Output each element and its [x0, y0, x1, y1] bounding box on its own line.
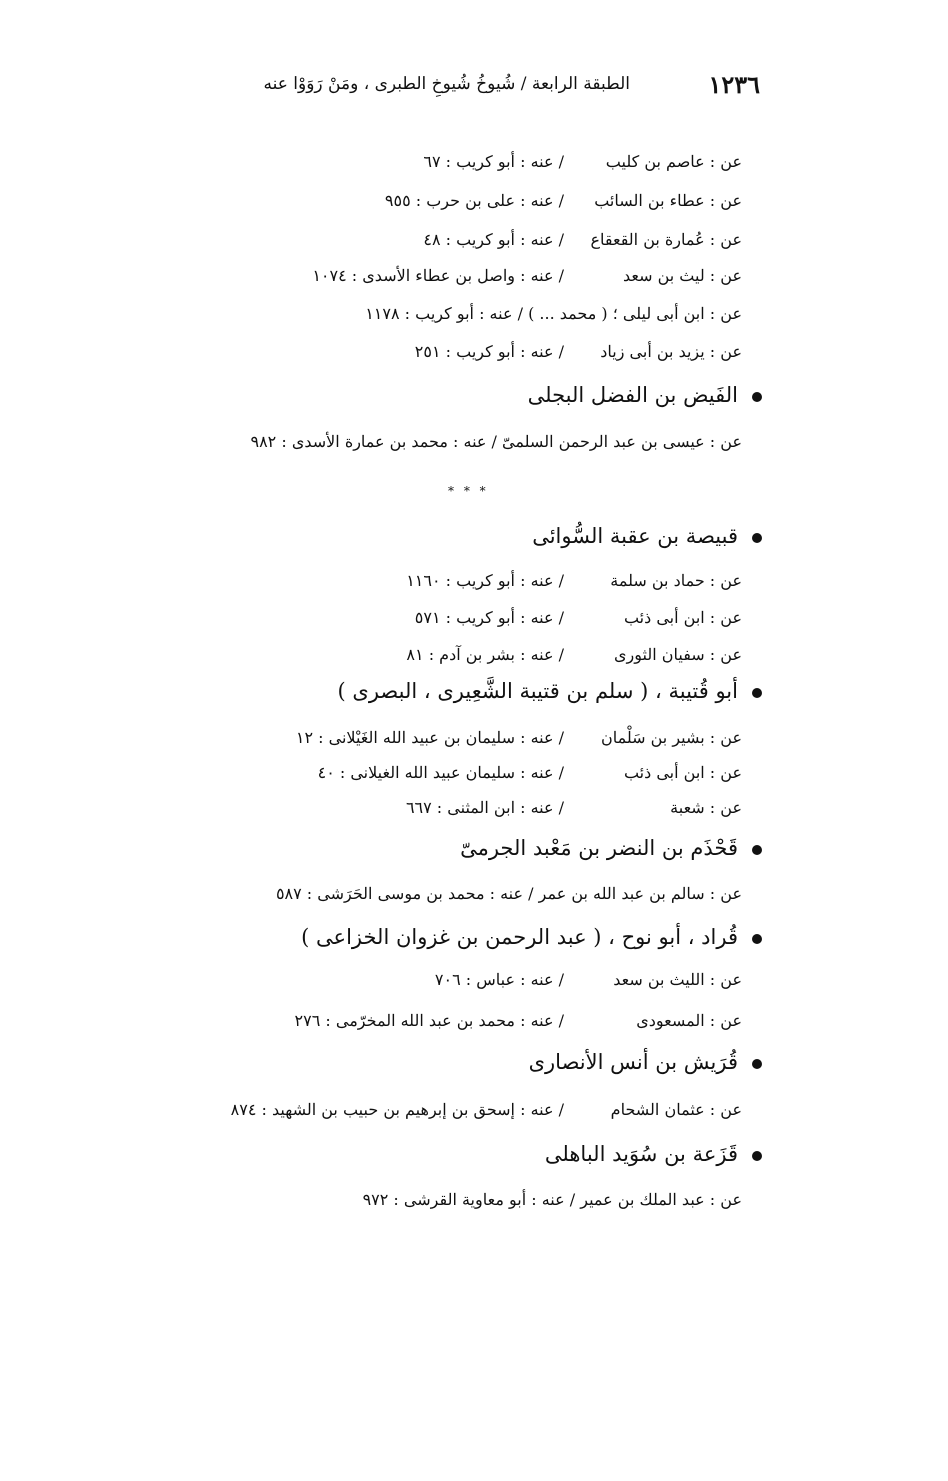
entry-heading: قُرَيش بن أنس الأنصارى [529, 1047, 762, 1077]
bullet-icon [752, 845, 762, 855]
narration-line: عن : عطاء بن السائب/ عنه : على بن حرب : ٩٥٥ [384, 191, 742, 210]
bullet-icon [752, 1059, 762, 1069]
narration-line: عن : المسعودى/ عنه : محمد بن عبد الله المخرّمى : ٢٧٦ [294, 1011, 742, 1030]
bullet-icon [752, 688, 762, 698]
bullet-icon [752, 1151, 762, 1161]
page-header [263, 70, 760, 106]
narration-line: عن : بشير بن سَلْمان/ عنه : سليمان بن عبيد الله الغَيْلانى : ١٢ [295, 728, 742, 747]
narration-line: عن : عيسى بن عبد الرحمن السلمىّ / عنه : محمد بن عمارة الأسدى : ٩٨٢ [250, 432, 742, 451]
bullet-icon [752, 934, 762, 944]
narration-line: عن : عاصم بن كليب/ عنه : أبو كريب : ٦٧ [423, 152, 742, 171]
entry-heading: الفَيض بن الفضل البجلى [528, 380, 762, 410]
narration-line: عن : الليث بن سعد/ عنه : عباس : ٧٠٦ [434, 970, 742, 989]
entry-heading: قَحْذَم بن النضر بن مَعْبد الجرمىّ [460, 833, 762, 863]
section-separator: * * * [448, 484, 489, 498]
page-number: ١٢٣٦ [708, 70, 760, 99]
narration-line: عن : ابن أبى ذئب/ عنه : أبو كريب : ٥٧١ [414, 608, 742, 627]
narration-line: عن : ليث بن سعد/ عنه : واصل بن عطاء الأسدى : ١٠٧٤ [312, 266, 742, 285]
narration-line: عن : عبد الملك بن عمير / عنه : أبو معاوية القرشى : ٩٧٢ [362, 1190, 742, 1209]
bullet-icon [752, 533, 762, 543]
bullet-icon [752, 392, 762, 402]
narration-line: عن : سالم بن عبد الله بن عمر / عنه : محمد بن موسى الحَرَشى : ٥٨٧ [275, 884, 742, 903]
narration-line: عن : يزيد بن أبى زياد/ عنه : أبو كريب : ٢٥١ [414, 342, 742, 361]
narration-line: عن : عُمارة بن القعقاع/ عنه : أبو كريب : ٤٨ [423, 230, 742, 249]
narration-line: عن : شعبة/ عنه : ابن المثنى : ٦٦٧ [405, 798, 742, 817]
entry-heading: قُراد ، أبو نوح ، ( عبد الرحمن بن غزوان الخزاعى ) [301, 922, 762, 952]
narration-line: عن : حماد بن سلمة/ عنه : أبو كريب : ١١٦٠ [406, 571, 742, 590]
narration-line: عن : سفيان الثورى/ عنه : بشر بن آدم : ٨١ [406, 645, 742, 664]
narration-line: عن : ابن أبى ذئب/ عنه : سليمان عبيد الله الغيلانى : ٤٠ [317, 763, 742, 782]
narration-line: عن : عثمان الشحام/ عنه : إسحق بن إبرهيم بن حبيب بن الشهيد : ٨٧٤ [230, 1100, 742, 1119]
entry-heading: أبو قُتيبة ، ( سلم بن قتيبة الشَّعِيرى ، البصرى ) [338, 676, 762, 706]
entry-heading: قَزَعة بن سُوَيد الباهلى [545, 1139, 762, 1169]
narration-line: عن : ابن أبى ليلى ؛ ( محمد ... ) / عنه : أبو كريب : ١١٧٨ [365, 304, 742, 323]
entry-heading: قبيصة بن عقبة السُّوائى [532, 521, 762, 551]
running-title: الطبقة الرابعة / شُيوخُ شُيوخِ الطبرى ، ومَنْ رَوَوْا عنه [263, 74, 630, 94]
